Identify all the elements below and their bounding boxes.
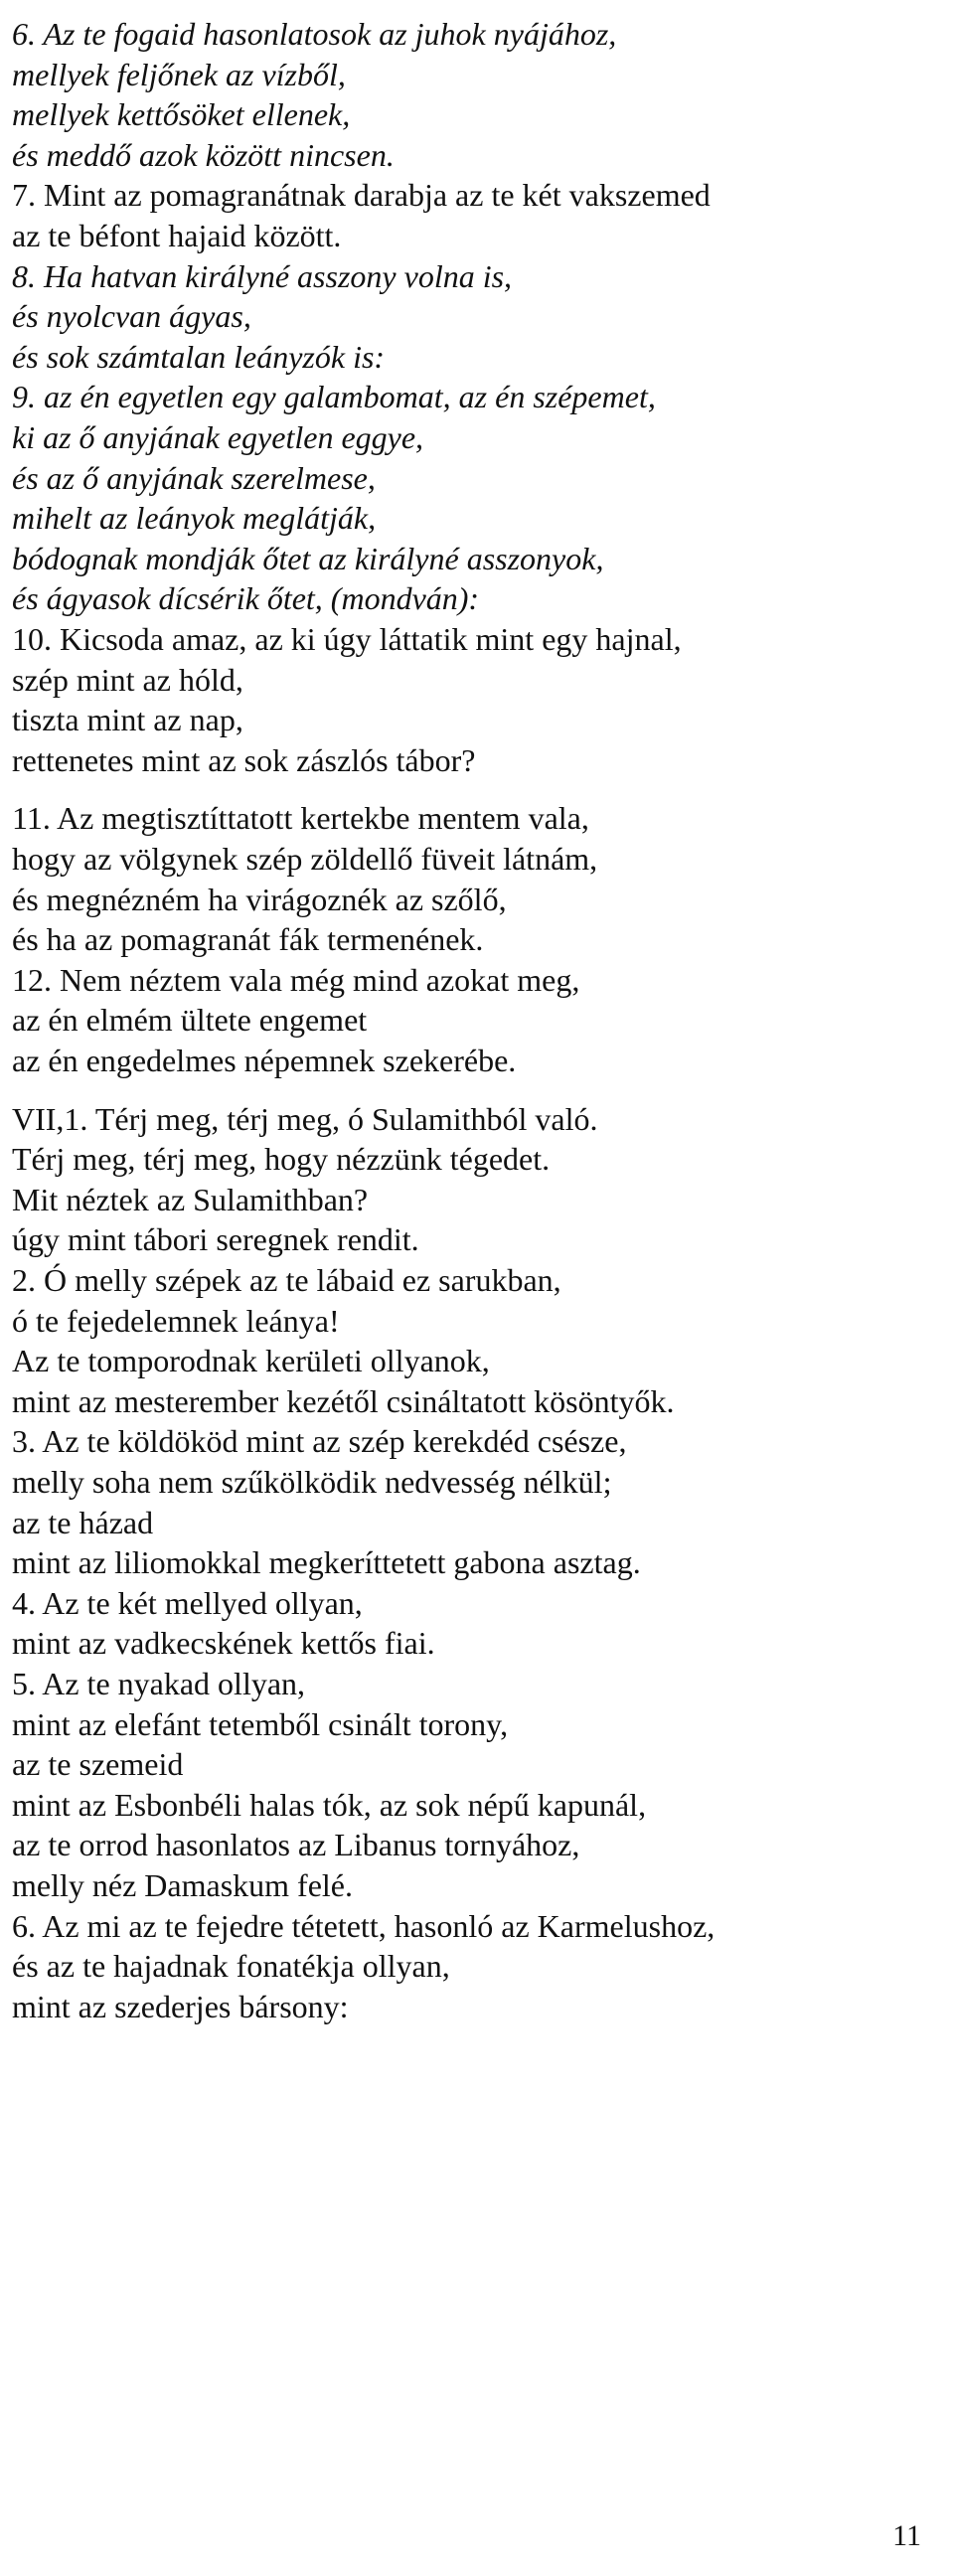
text-line: VII,1. Térj meg, térj meg, ó Sulamithból való. — [12, 1100, 598, 1137]
text-line: Térj meg, térj meg, hogy nézzünk tégedet. — [12, 1141, 551, 1178]
text-line: Az te tomporodnak kerületi ollyanok, — [12, 1343, 490, 1379]
text-line: hogy az völgynek szép zöldellő füveit látnám, — [12, 841, 598, 877]
text-line: bódognak mondják őtet az királyné asszonyok, — [12, 540, 604, 576]
text-line: rettenetes mint az sok zászlós tábor? — [12, 741, 476, 778]
text-line: 11. Az megtisztíttatott kertekbe mentem vala, — [12, 800, 589, 837]
text-line: Mit néztek az Sulamithban? — [12, 1181, 369, 1217]
text-line: és meddő azok között nincsen. — [12, 136, 395, 173]
text-line: mint az elefánt tetemből csinált torony, — [12, 1705, 509, 1742]
text-line: 3. Az te köldököd mint az szép kerekdéd csésze, — [12, 1423, 627, 1460]
text-line: és megnézném ha virágoznék az szőlő, — [12, 881, 507, 917]
text-line: 10. Kicsoda amaz, az ki úgy láttatik mint egy hajnal, — [12, 621, 682, 657]
text-line: és ha az pomagranát fák termenének. — [12, 921, 484, 958]
text-line: az te házad — [12, 1504, 154, 1540]
text-line: mint az szederjes bársony: — [12, 1988, 349, 2024]
text-line: 6. Az te fogaid hasonlatosok az juhok nyájához, — [12, 16, 617, 52]
page-number: 11 — [892, 2519, 921, 2552]
text-line: 12. Nem néztem vala még mind azokat meg, — [12, 961, 580, 998]
text-line: melly néz Damaskum felé. — [12, 1867, 353, 1903]
text-line: és az te hajadnak fonatékja ollyan, — [12, 1948, 450, 1985]
text-line: mellyek feljőnek az vízből, — [12, 56, 346, 92]
text-line: az te orrod hasonlatos az Libanus tornyához, — [12, 1827, 580, 1863]
text-line: és ágyasok dícsérik őtet, (mondván): — [12, 580, 480, 617]
text-line: 8. Ha hatvan királyné asszony volna is, — [12, 257, 513, 294]
text-line: 6. Az mi az te fejedre tétetett, hasonló az Karmelushoz, — [12, 1907, 716, 1944]
text-line: az te szemeid — [12, 1746, 184, 1783]
text-line: és sok számtalan leányzók is: — [12, 338, 386, 375]
text-line: mellyek kettősöket ellenek, — [12, 96, 351, 133]
text-line: 5. Az te nyakad ollyan, — [12, 1666, 306, 1701]
text-line: az én elmém ültete engemet — [12, 1002, 368, 1039]
text-line: 9. az én egyetlen egy galambomat, az én szépemet, — [12, 379, 656, 415]
text-line: tiszta mint az nap, — [12, 702, 243, 738]
text-line: és nyolcvan ágyas, — [12, 298, 251, 335]
text-line: mint az mesterember kezétől csináltatott kösöntyők. — [12, 1382, 675, 1419]
text-line: 7. Mint az pomagranátnak darabja az te két vakszemed — [12, 177, 711, 214]
text-line: és az ő anyjának szerelmese, — [12, 459, 376, 496]
text-line: mint az liliomokkal megkeríttetett gabona asztag. — [12, 1544, 641, 1581]
text-line: úgy mint tábori seregnek rendit. — [12, 1221, 419, 1258]
text-line: 2. Ó melly szépek az te lábaid ez sarukban, — [12, 1262, 561, 1298]
text-line: 4. Az te két mellyed ollyan, — [12, 1584, 363, 1621]
text-line: ó te fejedelemnek leánya! — [12, 1302, 340, 1339]
text-line: ki az ő anyjának egyetlen eggye, — [12, 419, 424, 455]
text-line: az én engedelmes népemnek szekerébe. — [12, 1043, 517, 1078]
text-line: mint az vadkecskének kettős fiai. — [12, 1625, 435, 1662]
text-line: melly soha nem szűkölködik nedvesség nélkül; — [12, 1464, 612, 1500]
text-line: szép mint az hóld, — [12, 661, 243, 698]
text-line: az te béfont hajaid között. — [12, 218, 342, 253]
text-line: mihelt az leányok meglátják, — [12, 500, 377, 537]
text-line: mint az Esbonbéli halas tók, az sok népű kapunál, — [12, 1786, 647, 1823]
